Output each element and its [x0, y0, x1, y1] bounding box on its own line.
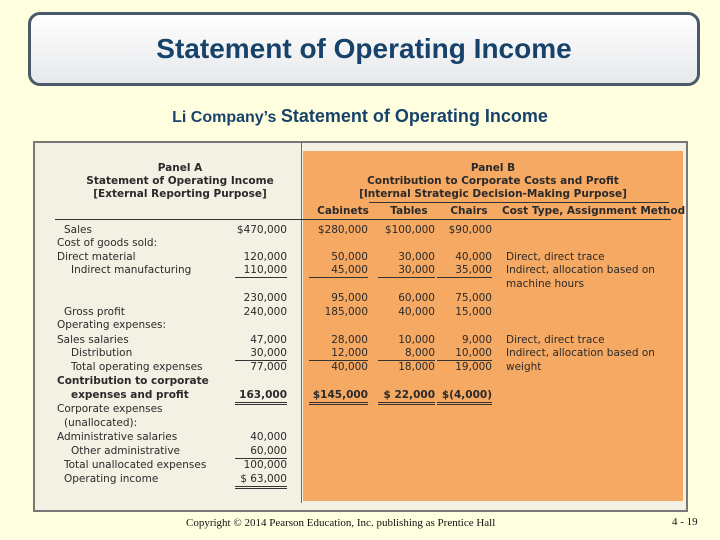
chairs-value: 40,000 — [455, 251, 492, 263]
copyright-footer: Copyright © 2014 Pearson Education, Inc. publishing as Prentice Hall — [186, 517, 496, 529]
panel-a-value: 47,000 — [250, 334, 287, 346]
subtitle-company: Li Company’s — [172, 109, 277, 126]
panel-a-value: 230,000 — [243, 292, 287, 304]
row-label: Corporate expenses — [57, 403, 163, 415]
panel-a-value: 77,000 — [250, 361, 287, 373]
chairs-value: 19,000 — [455, 361, 492, 373]
row-label: Contribution to corporate — [57, 375, 209, 387]
column-header-rule — [55, 219, 671, 220]
tables-value: 60,000 — [398, 292, 435, 304]
row-label: Other administrative — [71, 445, 181, 457]
row-label: Operating income — [64, 473, 159, 485]
panel-a-title: Panel A — [157, 162, 203, 174]
cabinets-value: 95,000 — [331, 292, 368, 304]
panel-a-value: 240,000 — [243, 306, 287, 318]
cabinets-value: 40,000 — [331, 361, 368, 373]
panel-a-value: $ 63,000 — [235, 473, 287, 489]
panel-b-purpose: [Internal Strategic Decision-Making Purpose] — [359, 188, 627, 200]
page-number: 4 - 19 — [672, 516, 698, 528]
panel-a-value: 100,000 — [243, 459, 287, 471]
panel-a-subtitle: Statement of Operating Income — [86, 175, 274, 187]
panel-b-title: Panel B — [470, 162, 516, 174]
chairs-value: 15,000 — [455, 306, 492, 318]
chairs-value: $(4,000) — [437, 389, 492, 405]
panel-a-purpose: [External Reporting Purpose] — [93, 188, 267, 200]
row-label: Distribution — [71, 347, 133, 359]
cabinets-value: $280,000 — [317, 224, 368, 236]
col-header-cost-type: Cost Type, Assignment Method — [502, 205, 686, 217]
tables-value: 30,000 — [378, 264, 435, 278]
panel-a-value: 163,000 — [235, 389, 287, 405]
row-label: Sales — [64, 224, 92, 236]
panel-a-value: 30,000 — [235, 347, 287, 361]
tables-value: 10,000 — [398, 334, 435, 346]
row-label: Administrative salaries — [57, 431, 178, 443]
cost-type-note: machine hours — [506, 278, 584, 290]
chairs-value: $90,000 — [448, 224, 492, 236]
panel-b-background — [303, 151, 686, 501]
panel-b-subtitle: Contribution to Corporate Costs and Profit — [367, 175, 619, 187]
panel-a-value: 110,000 — [235, 264, 287, 278]
row-label: Indirect manufacturing — [71, 264, 192, 276]
row-label: Sales salaries — [57, 334, 129, 346]
tables-value: $ 22,000 — [378, 389, 435, 405]
panel-a-value: 60,000 — [235, 445, 287, 459]
row-label: Total operating expenses — [71, 361, 203, 373]
income-statement-table — [33, 141, 688, 512]
col-header-tables: Tables — [390, 205, 428, 217]
panel-a-value: $470,000 — [236, 224, 287, 236]
cost-type-note: Indirect, allocation based on — [506, 264, 655, 276]
cabinets-value: 185,000 — [324, 306, 368, 318]
cost-type-note: Direct, direct trace — [506, 334, 605, 346]
cost-type-note: Indirect, allocation based on — [506, 347, 655, 359]
row-label: Cost of goods sold: — [57, 237, 158, 249]
cost-type-note: Direct, direct trace — [506, 251, 605, 263]
row-label: (unallocated): — [64, 417, 138, 429]
panel-a-value: 120,000 — [243, 251, 287, 263]
row-label: Total unallocated expenses — [64, 459, 207, 471]
cost-type-note: weight — [506, 361, 542, 373]
tables-value: 18,000 — [398, 361, 435, 373]
slide-subtitle — [0, 106, 720, 127]
chairs-value: 75,000 — [455, 292, 492, 304]
row-label: Direct material — [57, 251, 136, 263]
tables-value: 40,000 — [398, 306, 435, 318]
panel-b-header-rule — [369, 202, 669, 203]
cabinets-value: 50,000 — [331, 251, 368, 263]
chairs-value: 35,000 — [437, 264, 492, 278]
chairs-value: 9,000 — [461, 334, 492, 346]
col-header-cabinets: Cabinets — [317, 205, 369, 217]
tables-value: 8,000 — [378, 347, 435, 361]
row-label: Gross profit — [64, 306, 125, 318]
col-header-chairs: Chairs — [450, 205, 488, 217]
cabinets-value: 45,000 — [309, 264, 368, 278]
tables-value: 30,000 — [398, 251, 435, 263]
panel-divider — [301, 143, 302, 503]
chairs-value: 10,000 — [437, 347, 492, 361]
row-label: expenses and profit — [71, 389, 189, 401]
row-label: Operating expenses: — [57, 319, 167, 331]
subtitle-main: Statement of Operating Income — [280, 106, 548, 126]
slide-title: Statement of Operating Income — [156, 33, 572, 64]
panel-a-value: 40,000 — [250, 431, 287, 443]
slide-title-box — [28, 12, 700, 86]
cabinets-value: 28,000 — [331, 334, 368, 346]
tables-value: $100,000 — [384, 224, 435, 236]
cabinets-value: $145,000 — [309, 389, 368, 405]
cabinets-value: 12,000 — [309, 347, 368, 361]
